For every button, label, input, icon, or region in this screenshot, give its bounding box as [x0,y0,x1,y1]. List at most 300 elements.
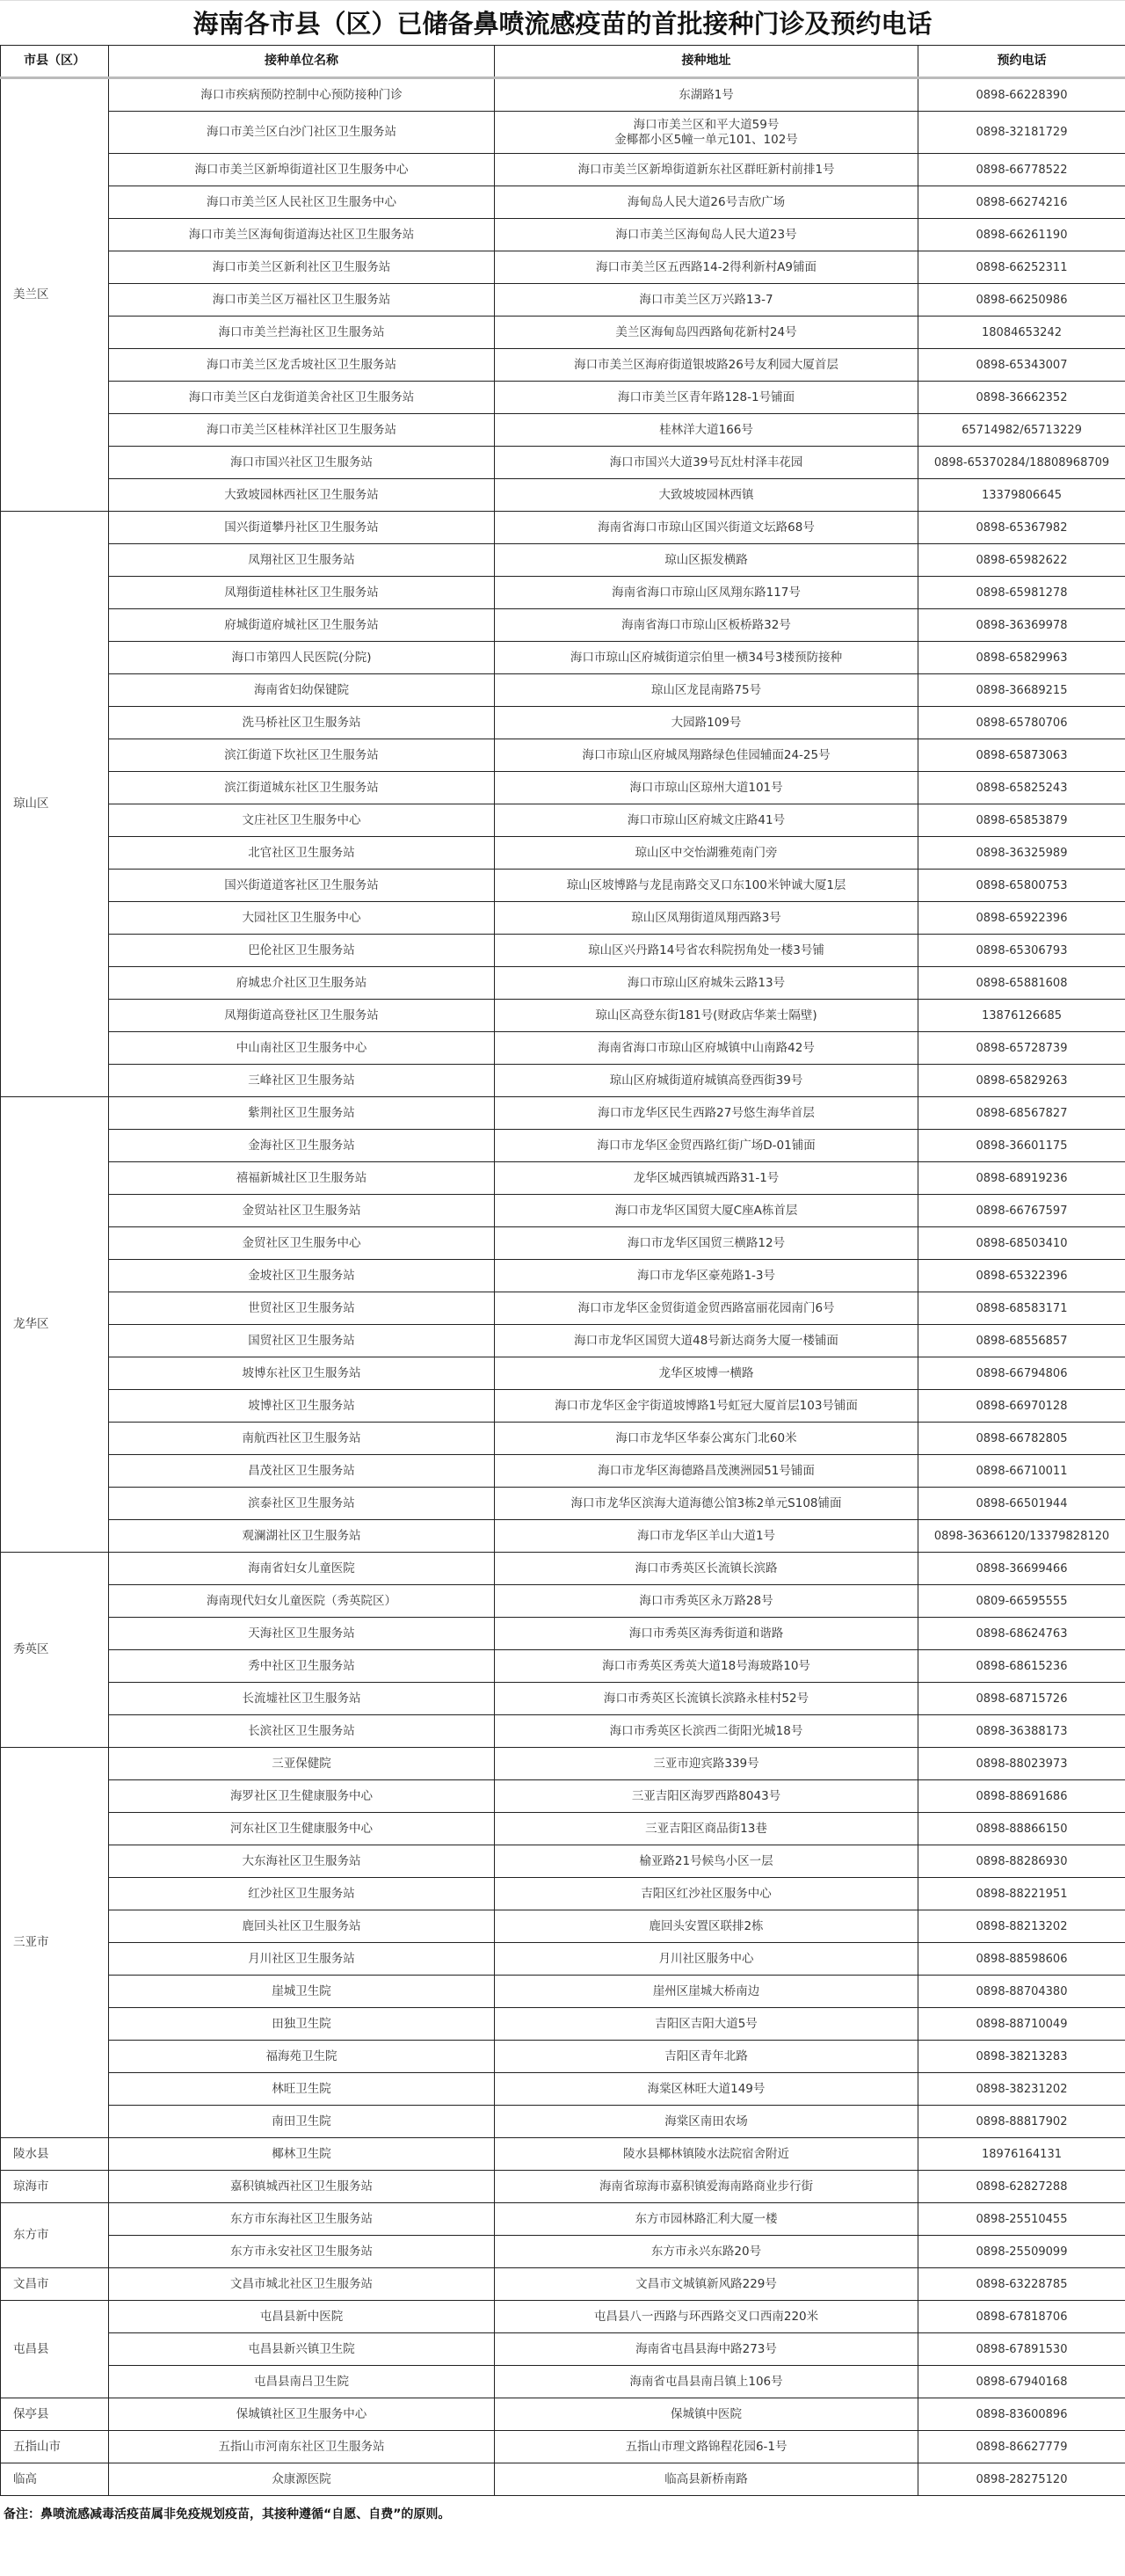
table-row [1,2268,1125,2301]
table-row [1,2366,1125,2398]
table-row [1,1715,1125,1748]
table-header-row [1,46,1125,78]
clinic-name-cell: 府城街道府城社区卫生服务站 [109,609,495,642]
table-row [1,1390,1125,1423]
clinic-name-cell: 大东海社区卫生服务站 [109,1845,495,1878]
clinic-name-cell: 凤翔街道桂林社区卫生服务站 [109,577,495,609]
phone-cell: 0898-62827288 [918,2171,1125,2203]
address-cell: 海口市美兰区青年路128-1号铺面 [495,382,918,414]
clinic-name-cell: 金海社区卫生服务站 [109,1130,495,1162]
phone-cell: 0898-36366120/13379828120 [918,1520,1125,1553]
table-row [1,1845,1125,1878]
page-title: 海南各市县（区）已储备鼻喷流感疫苗的首批接种门诊及预约电话 [0,0,1125,45]
address-cell: 海口市秀英区永万路28号 [495,1585,918,1618]
clinic-name-cell: 大园社区卫生服务中心 [109,902,495,935]
clinic-name-cell: 国贸社区卫生服务站 [109,1325,495,1357]
phone-cell: 0898-38213283 [918,2041,1125,2073]
clinic-name-cell: 海口市美兰区新埠街道社区卫生服务中心 [109,154,495,186]
clinic-name-cell: 崖城卫生院 [109,1976,495,2008]
table-row [1,78,1125,112]
address-cell: 三亚吉阳区海罗西路8043号 [495,1780,918,1813]
clinic-name-cell: 海口市第四人民医院(分院) [109,642,495,674]
phone-cell: 0898-65728739 [918,1032,1125,1065]
phone-cell: 0898-36601175 [918,1130,1125,1162]
phone-cell: 0898-65981278 [918,577,1125,609]
clinic-name-cell: 金贸社区卫生服务中心 [109,1227,495,1260]
table-row [1,1813,1125,1845]
address-cell: 琼山区府城街道府城镇高登西街39号 [495,1065,918,1097]
address-cell: 海口市龙华区金宇街道坡博路1号虹冠大厦首层103号铺面 [495,1390,918,1423]
clinic-name-cell: 南航西社区卫生服务站 [109,1423,495,1455]
phone-cell: 0898-68624763 [918,1618,1125,1650]
address-cell: 海口市美兰区海府街道银坡路26号友利园大厦首层 [495,349,918,382]
clinic-name-cell: 北官社区卫生服务站 [109,837,495,870]
table-row [1,2138,1125,2171]
table-row [1,1585,1125,1618]
region-cell: 陵水县 [1,2138,109,2171]
address-cell: 东方市永兴东路20号 [495,2236,918,2268]
table-row [1,2041,1125,2073]
table-row [1,1032,1125,1065]
table-row [1,1130,1125,1162]
address-cell: 屯昌县八一西路与环西路交叉口西南220米 [495,2301,918,2333]
address-cell: 东湖路1号 [495,78,918,112]
address-cell: 海南省屯昌县海中路273号 [495,2333,918,2366]
table-row [1,739,1125,772]
address-cell: 海口市龙华区华泰公寓东门北60米 [495,1423,918,1455]
table-row [1,219,1125,251]
clinic-name-cell: 海口市美兰区万福社区卫生服务站 [109,284,495,317]
phone-cell: 0898-88598606 [918,1943,1125,1976]
table-row [1,1976,1125,2008]
address-cell: 榆亚路21号候鸟小区一层 [495,1845,918,1878]
address-cell: 崖州区崖城大桥南边 [495,1976,918,2008]
phone-cell: 0809-66595555 [918,1585,1125,1618]
phone-cell: 0898-88691686 [918,1780,1125,1813]
table-row [1,1553,1125,1585]
region-cell: 保亭县 [1,2398,109,2431]
table-row [1,1162,1125,1195]
phone-cell: 0898-65780706 [918,707,1125,739]
address-cell: 海南省海口市琼山区国兴街道文坛路68号 [495,512,918,544]
phone-cell: 0898-66778522 [918,154,1125,186]
clinic-name-cell: 昌茂社区卫生服务站 [109,1455,495,1488]
phone-cell: 0898-88213202 [918,1910,1125,1943]
table-row [1,967,1125,1000]
address-cell: 海口市龙华区羊山大道1号 [495,1520,918,1553]
clinic-name-cell: 长流墟社区卫生服务站 [109,1683,495,1715]
address-cell: 海口市琼山区府城凤翔路绿色佳园辅面24-25号 [495,739,918,772]
clinic-name-cell: 巴伦社区卫生服务站 [109,935,495,967]
table-row [1,512,1125,544]
table-row [1,544,1125,577]
table-row [1,902,1125,935]
table-row [1,2203,1125,2236]
clinic-table [0,45,1125,2496]
address-cell: 琼山区坡博路与龙昆南路交叉口东100米钟诚大厦1层 [495,870,918,902]
clinic-name-cell: 文庄社区卫生服务中心 [109,804,495,837]
phone-cell: 0898-88704380 [918,1976,1125,2008]
clinic-name-cell: 秀中社区卫生服务站 [109,1650,495,1683]
phone-cell: 0898-65825243 [918,772,1125,804]
phone-cell: 0898-68919236 [918,1162,1125,1195]
clinic-name-cell: 海口市美兰区人民社区卫生服务中心 [109,186,495,219]
phone-cell: 0898-88710049 [918,2008,1125,2041]
clinic-name-cell: 坡博社区卫生服务站 [109,1390,495,1423]
region-cell: 琼山区 [1,512,109,1097]
table-row [1,414,1125,447]
table-row [1,1910,1125,1943]
phone-cell: 0898-88023973 [918,1748,1125,1780]
address-line: 金椰都小区5幢一单元101、102号 [614,132,798,147]
clinic-name-cell: 文昌市城北社区卫生服务站 [109,2268,495,2301]
clinic-name-cell: 禧福新城社区卫生服务站 [109,1162,495,1195]
table-row [1,1650,1125,1683]
phone-cell: 0898-36325989 [918,837,1125,870]
clinic-name-cell: 海南省妇女儿童医院 [109,1553,495,1585]
table-row [1,317,1125,349]
address-cell: 海口市龙华区金贸西路红街广场D-01铺面 [495,1130,918,1162]
phone-cell: 0898-25509099 [918,2236,1125,2268]
phone-cell: 0898-66767597 [918,1195,1125,1227]
address-cell: 琼山区振发横路 [495,544,918,577]
table-row [1,186,1125,219]
clinic-name-cell: 屯昌县新中医院 [109,2301,495,2333]
address-cell: 海南省屯昌县南吕镇上106号 [495,2366,918,2398]
address-cell: 海口市龙华区国贸大厦C座A栋首层 [495,1195,918,1227]
header-phone: 预约电话 [918,46,1125,78]
clinic-name-cell: 海罗社区卫生健康服务中心 [109,1780,495,1813]
table-row [1,577,1125,609]
table-row [1,479,1125,512]
table-row [1,2073,1125,2106]
region-cell: 屯昌县 [1,2301,109,2398]
clinic-name-cell: 东方市永安社区卫生服务站 [109,2236,495,2268]
phone-cell: 0898-65873063 [918,739,1125,772]
address-cell: 海口市美兰区万兴路13-7 [495,284,918,317]
table-row [1,1260,1125,1292]
phone-cell: 0898-36699466 [918,1553,1125,1585]
table-row [1,1357,1125,1390]
address-cell: 月川社区服务中心 [495,1943,918,1976]
clinic-name-cell: 世贸社区卫生服务站 [109,1292,495,1325]
phone-cell: 0898-65829263 [918,1065,1125,1097]
address-cell: 五指山市理文路锦程花园6-1号 [495,2431,918,2463]
table-row [1,1488,1125,1520]
phone-cell: 0898-28275120 [918,2463,1125,2496]
clinic-name-cell: 嘉积镇城西社区卫生服务站 [109,2171,495,2203]
address-cell: 海棠区南田农场 [495,2106,918,2138]
clinic-name-cell: 红沙社区卫生服务站 [109,1878,495,1910]
clinic-name-cell: 屯昌县新兴镇卫生院 [109,2333,495,2366]
clinic-name-cell: 椰林卫生院 [109,2138,495,2171]
address-cell: 海口市琼山区府城朱云路13号 [495,967,918,1000]
address-cell: 海口市龙华区海德路昌茂澳洲园51号铺面 [495,1455,918,1488]
phone-cell: 0898-66228390 [918,78,1125,112]
address-cell: 海口市龙华区民生西路27号悠生海华首层 [495,1097,918,1130]
clinic-name-cell: 海口市美兰区白龙街道美舍社区卫生服务站 [109,382,495,414]
table-row [1,707,1125,739]
table-row [1,1423,1125,1455]
header-address: 接种地址 [495,46,918,78]
phone-cell: 0898-36388173 [918,1715,1125,1748]
address-cell: 海口市秀英区海秀街道和谐路 [495,1618,918,1650]
phone-cell: 0898-88866150 [918,1813,1125,1845]
clinic-name-cell: 海南省妇幼保键院 [109,674,495,707]
clinic-name-cell: 海口市国兴社区卫生服务站 [109,447,495,479]
table-row [1,2008,1125,2041]
address-cell: 陵水县椰林镇陵水法院宿舍附近 [495,2138,918,2171]
address-cell: 琼山区凤翔街道凤翔西路3号 [495,902,918,935]
region-cell: 龙华区 [1,1097,109,1553]
table-row [1,1227,1125,1260]
phone-cell: 0898-83600896 [918,2398,1125,2431]
phone-cell: 0898-67818706 [918,2301,1125,2333]
address-cell: 美兰区海甸岛四西路甸花新村24号 [495,317,918,349]
region-cell: 琼海市 [1,2171,109,2203]
address-cell: 海南省海口市琼山区板桥路32号 [495,609,918,642]
table-row [1,772,1125,804]
table-row [1,2301,1125,2333]
address-cell: 三亚吉阳区商品街13巷 [495,1813,918,1845]
region-cell: 五指山市 [1,2431,109,2463]
clinic-name-cell: 海南现代妇女儿童医院（秀英院区） [109,1585,495,1618]
phone-cell: 0898-36689215 [918,674,1125,707]
clinic-name-cell: 紫荆社区卫生服务站 [109,1097,495,1130]
clinic-name-cell: 保城镇社区卫生服务中心 [109,2398,495,2431]
address-cell: 海口市琼山区府城街道宗伯里一横34号3楼预防接种 [495,642,918,674]
address-cell: 鹿回头安置区联排2栋 [495,1910,918,1943]
clinic-name-cell: 河东社区卫生健康服务中心 [109,1813,495,1845]
table-row [1,642,1125,674]
table-row [1,1748,1125,1780]
table-row [1,112,1125,154]
clinic-name-cell: 五指山市河南东社区卫生服务站 [109,2431,495,2463]
table-row [1,447,1125,479]
table-row [1,674,1125,707]
address-cell: 海口市美兰区海甸岛人民大道23号 [495,219,918,251]
clinic-name-cell: 三峰社区卫生服务站 [109,1065,495,1097]
table-row [1,2463,1125,2496]
table-row [1,935,1125,967]
address-cell: 吉阳区红沙社区服务中心 [495,1878,918,1910]
clinic-name-cell: 鹿回头社区卫生服务站 [109,1910,495,1943]
phone-cell: 0898-65306793 [918,935,1125,967]
phone-cell: 0898-88817902 [918,2106,1125,2138]
table-row [1,1195,1125,1227]
table-row [1,382,1125,414]
table-row [1,1943,1125,1976]
address-cell: 海棠区林旺大道149号 [495,2073,918,2106]
phone-cell: 0898-63228785 [918,2268,1125,2301]
clinic-name-cell: 天海社区卫生服务站 [109,1618,495,1650]
table-row [1,1000,1125,1032]
table-row [1,1325,1125,1357]
phone-cell: 0898-32181729 [918,112,1125,154]
phone-cell: 0898-65343007 [918,349,1125,382]
table-row [1,1292,1125,1325]
address-cell: 吉阳区青年北路 [495,2041,918,2073]
table-row [1,1878,1125,1910]
table-row [1,2106,1125,2138]
address-line: 海口市美兰区和平大道59号 [633,117,780,132]
table-row [1,1065,1125,1097]
address-cell: 海口市龙华区国贸大道48号新达商务大厦一楼铺面 [495,1325,918,1357]
clinic-name-cell: 中山南社区卫生服务中心 [109,1032,495,1065]
clinic-name-cell: 海口市美兰区桂林洋社区卫生服务站 [109,414,495,447]
clinic-name-cell: 凤翔社区卫生服务站 [109,544,495,577]
clinic-name-cell: 府城忠介社区卫生服务站 [109,967,495,1000]
clinic-name-cell: 滨江街道城东社区卫生服务站 [109,772,495,804]
address-cell: 琼山区中交怡湖雅苑南门旁 [495,837,918,870]
clinic-name-cell: 海口市美兰区海甸街道海达社区卫生服务站 [109,219,495,251]
address-cell: 海口市龙华区豪苑路1-3号 [495,1260,918,1292]
table-row [1,1618,1125,1650]
address-cell: 保城镇中医院 [495,2398,918,2431]
address-cell: 海口市秀英区长滨西二街阳光城18号 [495,1715,918,1748]
table-row [1,349,1125,382]
phone-cell: 0898-66501944 [918,1488,1125,1520]
phone-cell: 0898-67940168 [918,2366,1125,2398]
table-row [1,1683,1125,1715]
clinic-name-cell: 田独卫生院 [109,2008,495,2041]
address-cell: 海口市琼山区琼州大道101号 [495,772,918,804]
address-cell: 文昌市文城镇新风路229号 [495,2268,918,2301]
region-cell: 三亚市 [1,1748,109,2138]
phone-cell: 0898-68556857 [918,1325,1125,1357]
clinic-name-cell: 洗马桥社区卫生服务站 [109,707,495,739]
phone-cell: 18976164131 [918,2138,1125,2171]
address-cell: 海口市龙华区金贸街道金贸西路富丽花园南门6号 [495,1292,918,1325]
clinic-name-cell: 凤翔街道高登社区卫生服务站 [109,1000,495,1032]
phone-cell: 0898-66261190 [918,219,1125,251]
table-row [1,1455,1125,1488]
phone-cell: 0898-88221951 [918,1878,1125,1910]
table-row [1,804,1125,837]
address-cell: 海口市美兰区新埠街道新东社区群旺新村前排1号 [495,154,918,186]
phone-cell: 0898-65829963 [918,642,1125,674]
table-row [1,2431,1125,2463]
address-cell: 龙华区坡博一横路 [495,1357,918,1390]
clinic-name-cell: 金坡社区卫生服务站 [109,1260,495,1292]
phone-cell: 0898-65922396 [918,902,1125,935]
phone-cell: 0898-66250986 [918,284,1125,317]
table-row [1,154,1125,186]
clinic-name-cell: 坡博东社区卫生服务站 [109,1357,495,1390]
address-cell: 海南省琼海市嘉积镇爱海南路商业步行街 [495,2171,918,2203]
address-cell: 海口市秀英区秀英大道18号海玻路10号 [495,1650,918,1683]
table-row [1,609,1125,642]
clinic-name-cell: 海口市美兰区龙舌坡社区卫生服务站 [109,349,495,382]
address-cell: 龙华区城西镇城西路31-1号 [495,1162,918,1195]
phone-cell: 65714982/65713229 [918,414,1125,447]
phone-cell: 0898-66274216 [918,186,1125,219]
phone-cell: 0898-68583171 [918,1292,1125,1325]
address-cell [495,112,918,154]
region-cell: 东方市 [1,2203,109,2268]
clinic-name-cell: 东方市东海社区卫生服务站 [109,2203,495,2236]
clinic-name-cell: 月川社区卫生服务站 [109,1943,495,1976]
table-row [1,251,1125,284]
address-cell: 海口市秀英区长流镇长滨路 [495,1553,918,1585]
phone-cell: 0898-66252311 [918,251,1125,284]
address-cell: 琼山区高登东街181号(财政店华莱士隔壁) [495,1000,918,1032]
clinic-name-cell: 海口市美兰区白沙门社区卫生服务站 [109,112,495,154]
table-row [1,2398,1125,2431]
phone-cell: 0898-68715726 [918,1683,1125,1715]
phone-cell: 0898-66710011 [918,1455,1125,1488]
header-clinic-name: 接种单位名称 [109,46,495,78]
phone-cell: 13876126685 [918,1000,1125,1032]
address-cell: 海口市琼山区府城文庄路41号 [495,804,918,837]
header-region: 市县（区） [1,46,109,78]
address-cell: 海甸岛人民大道26号吉欣广场 [495,186,918,219]
clinic-name-cell: 南田卫生院 [109,2106,495,2138]
phone-cell: 0898-36369978 [918,609,1125,642]
address-cell: 海口市龙华区国贸三横路12号 [495,1227,918,1260]
table-row [1,284,1125,317]
address-cell: 桂林洋大道166号 [495,414,918,447]
address-cell: 三亚市迎宾路339号 [495,1748,918,1780]
phone-cell: 0898-86627779 [918,2431,1125,2463]
table-row [1,2236,1125,2268]
region-cell: 秀英区 [1,1553,109,1748]
clinic-name-cell: 观澜湖社区卫生服务站 [109,1520,495,1553]
clinic-name-cell: 海口市疾病预防控制中心预防接种门诊 [109,78,495,112]
clinic-name-cell: 滨泰社区卫生服务站 [109,1488,495,1520]
phone-cell: 0898-66782805 [918,1423,1125,1455]
region-cell: 美兰区 [1,78,109,512]
clinic-name-cell: 国兴街道攀丹社区卫生服务站 [109,512,495,544]
table-row [1,2333,1125,2366]
phone-cell: 0898-68615236 [918,1650,1125,1683]
phone-cell: 0898-36662352 [918,382,1125,414]
phone-cell: 0898-68503410 [918,1227,1125,1260]
table-row [1,1097,1125,1130]
clinic-name-cell: 三亚保健院 [109,1748,495,1780]
phone-cell: 0898-25510455 [918,2203,1125,2236]
phone-cell: 0898-68567827 [918,1097,1125,1130]
address-cell: 琼山区龙昆南路75号 [495,674,918,707]
clinic-name-cell: 林旺卫生院 [109,2073,495,2106]
address-cell: 吉阳区吉阳大道5号 [495,2008,918,2041]
clinic-name-cell: 屯昌县南吕卫生院 [109,2366,495,2398]
address-cell: 临高县新桥南路 [495,2463,918,2496]
region-cell: 文昌市 [1,2268,109,2301]
clinic-name-cell: 海口市美兰拦海社区卫生服务站 [109,317,495,349]
clinic-name-cell: 国兴街道道客社区卫生服务站 [109,870,495,902]
phone-cell: 0898-88286930 [918,1845,1125,1878]
address-cell: 海口市国兴大道39号瓦灶村泽丰花园 [495,447,918,479]
table-row [1,1520,1125,1553]
table-row [1,837,1125,870]
phone-cell: 13379806645 [918,479,1125,512]
clinic-name-cell: 金贸站社区卫生服务站 [109,1195,495,1227]
phone-cell: 0898-65367982 [918,512,1125,544]
phone-cell: 0898-66794806 [918,1357,1125,1390]
table-body [1,78,1125,2496]
address-cell: 大致坡坡园林西镇 [495,479,918,512]
phone-cell: 0898-65881608 [918,967,1125,1000]
clinic-name-cell: 滨江街道下坎社区卫生服务站 [109,739,495,772]
phone-cell: 0898-65322396 [918,1260,1125,1292]
clinic-name-cell: 海口市美兰区新利社区卫生服务站 [109,251,495,284]
address-cell: 海南省海口市琼山区凤翔东路117号 [495,577,918,609]
phone-cell: 0898-67891530 [918,2333,1125,2366]
phone-cell: 0898-66970128 [918,1390,1125,1423]
table-row [1,870,1125,902]
address-cell: 琼山区兴丹路14号省农科院拐角处一楼3号铺 [495,935,918,967]
